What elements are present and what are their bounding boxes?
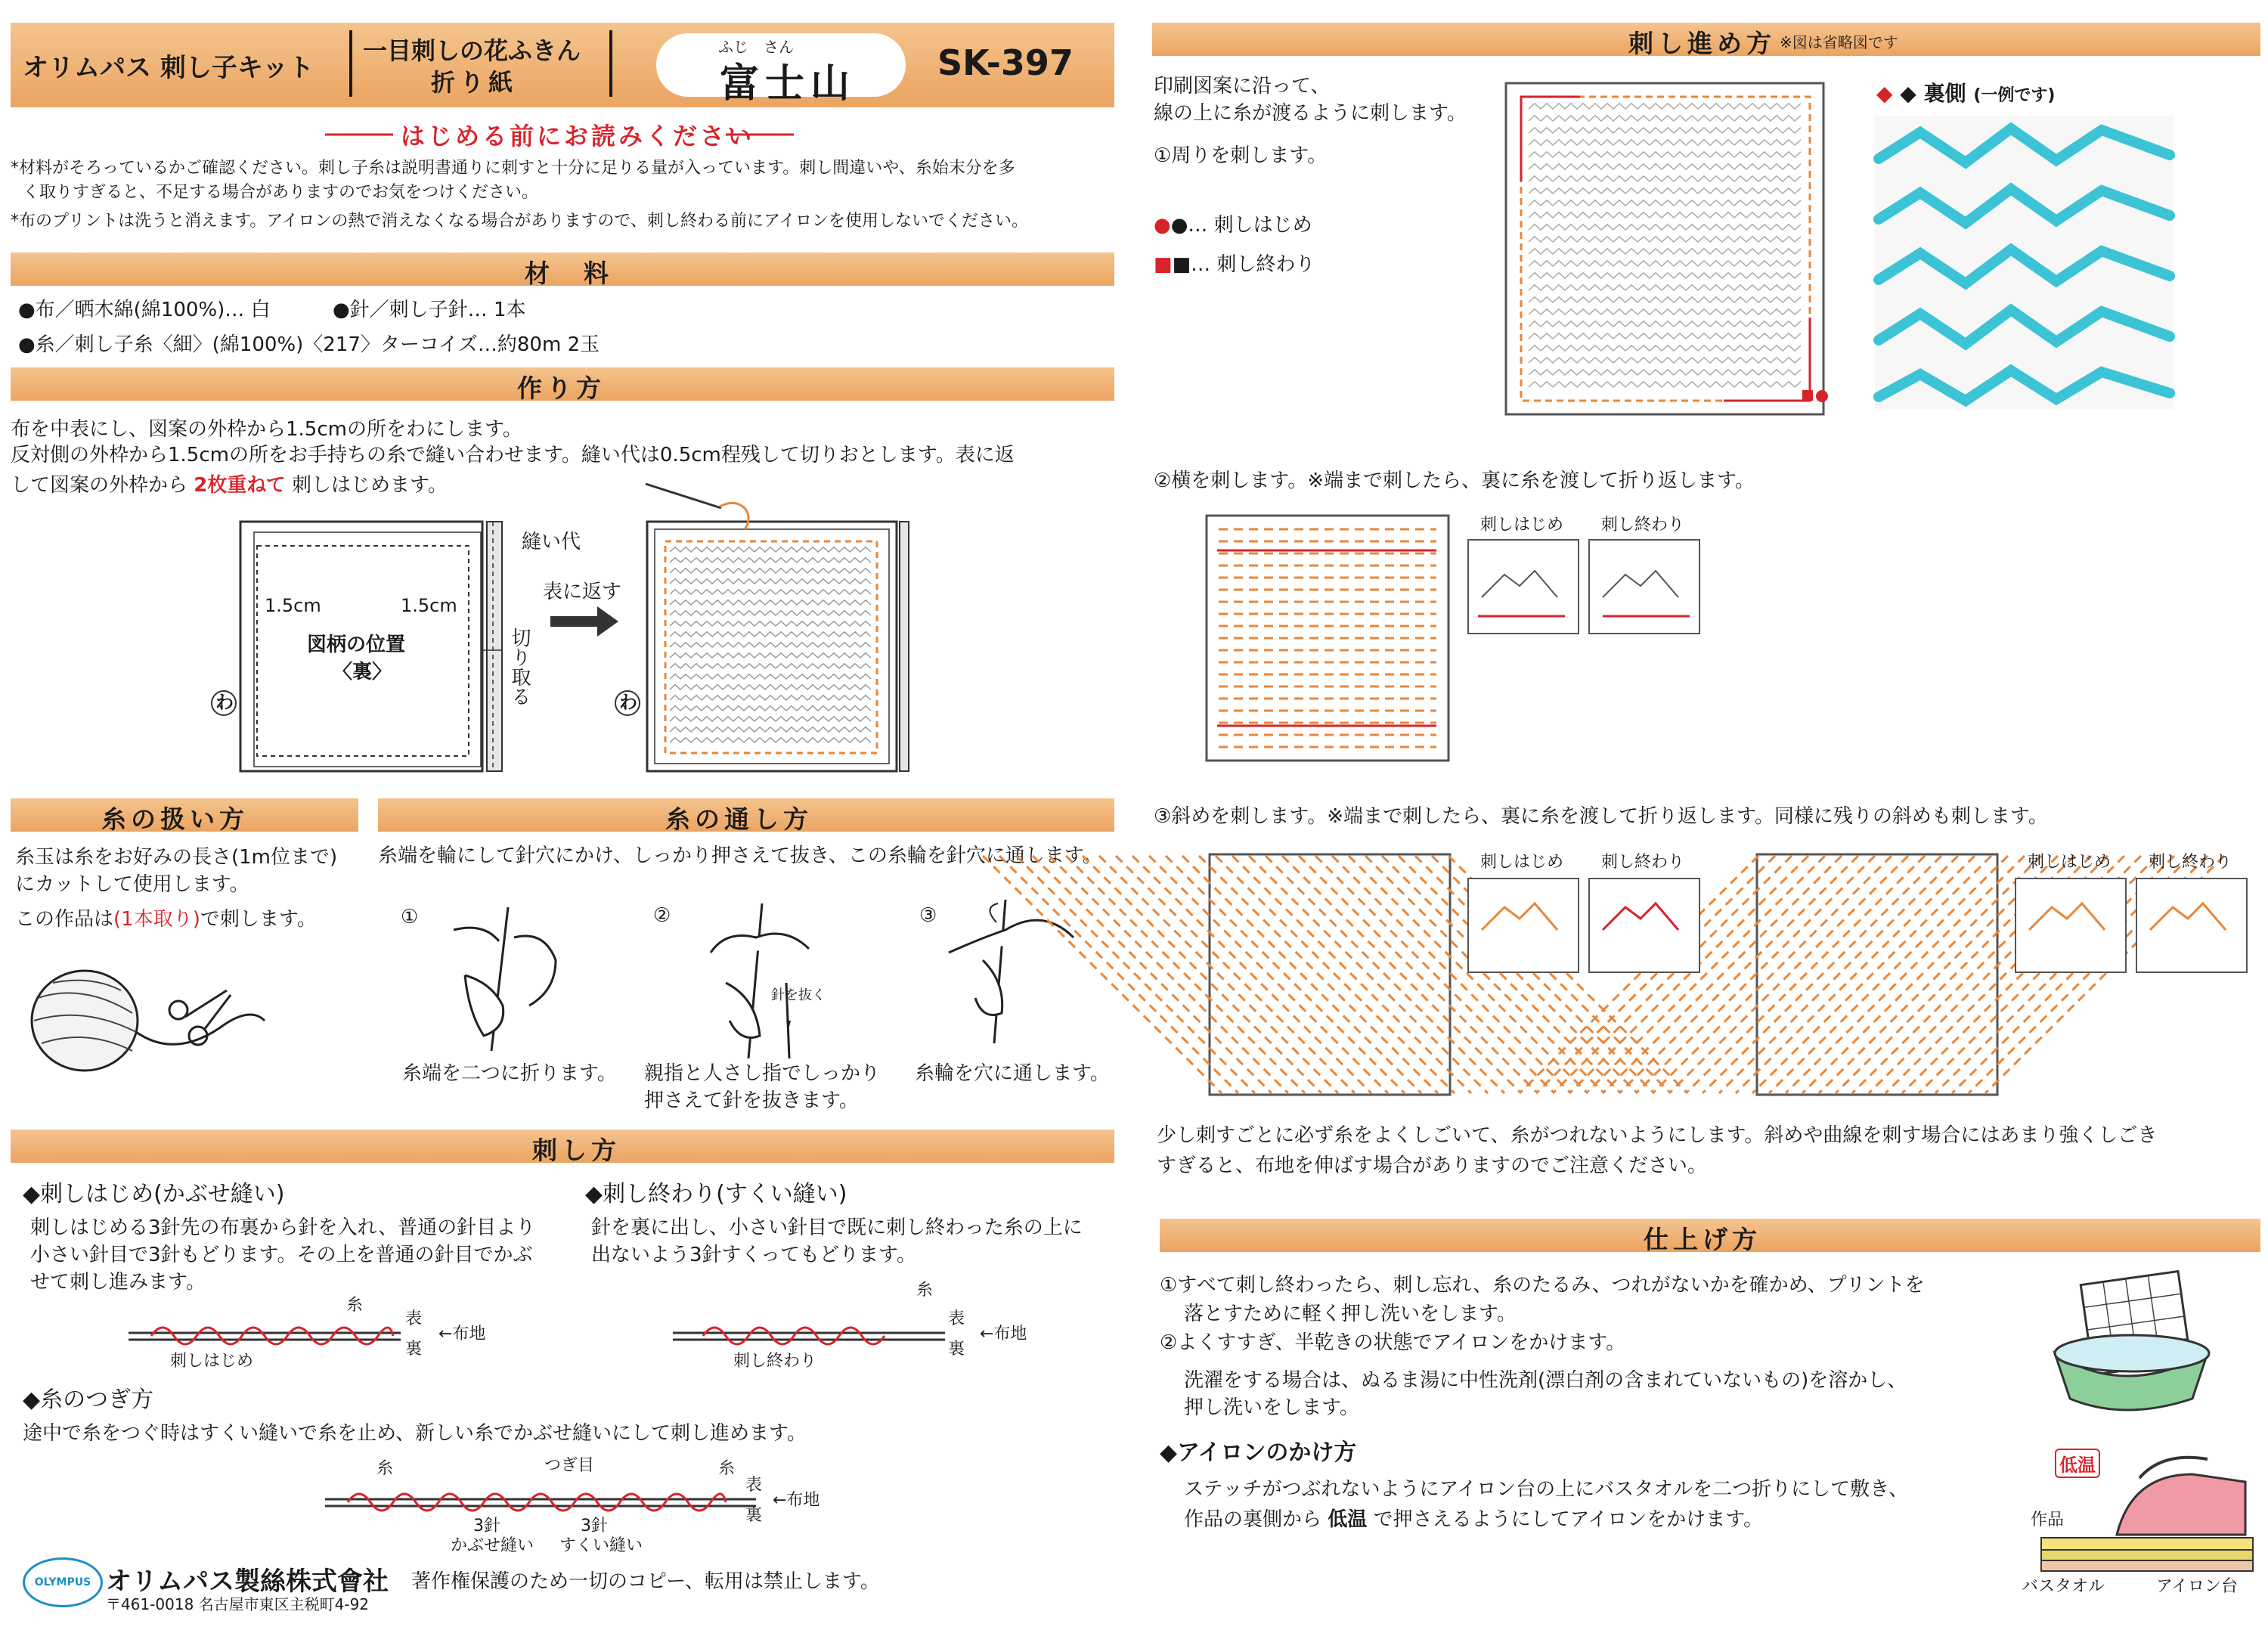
finishing-heading: 仕上げ方 [1644,1225,1761,1254]
product-code: SK-397 [937,42,1074,83]
back-side-label: ◆ ◆ 裏側 (一例です) [1876,81,2056,106]
d-label-end-1: 刺し終わり [1601,853,1685,872]
copyright-notice: 著作権保護のため一切のコピー、転用は禁止します。 [411,1570,880,1593]
join-title: ◆糸のつぎ方 [23,1387,154,1413]
stitch-end-title: ◆刺し終わり(すくい縫い) [585,1181,847,1207]
threading-bar [378,798,1114,832]
legend-start: ●●… 刺しはじめ [1154,214,1312,237]
label-seam-allowance: 縫い代 [522,531,581,553]
page-title: 富士山 [720,60,857,107]
series-line1: 一目刺しの花ふきん [363,36,581,65]
progress-bar [1152,23,2260,56]
diag3-thread-left: 糸 [376,1459,394,1478]
threading-step-2: ② [653,904,671,927]
caution-1: 少し刺すごとに必ず糸をよくしごいて、糸がつれないようにします。斜めや曲線を刺す場合にはあまり強くしごき [1157,1124,2158,1147]
howto-heading: 作り方 [517,373,606,403]
threading-step-1: ① [401,906,419,928]
brand-kit: オリムパス 刺し子キット [23,53,314,83]
thread-line2: にカットして使用します。 [15,873,249,896]
label-work: 作品 [2031,1511,2065,1529]
diag3-back: 裏 [745,1506,763,1525]
diag2-back: 裏 [948,1340,965,1359]
series-line2: 折り紙 [431,68,518,97]
two-layers-text: 2枚重ねて [194,474,286,497]
label-pattern-position: 図柄の位置 [307,634,406,656]
progress-step2: ②横を刺します。※端まで刺したら、裏に糸を渡して折り返します。 [1154,469,1755,492]
label-turn-over: 表に返す [543,581,622,603]
h-label-start: 刺しはじめ [1480,516,1564,535]
threading-caption-2a: 親指と人さし指でしっかり [644,1062,881,1085]
label-fold-right: わ [619,692,637,713]
thread-bar [11,798,358,832]
stitch-end-2: 出ないよう3針すくってもどります。 [591,1244,916,1266]
label-pull-needle: 針を抜く [771,987,826,1003]
materials-heading: 材 料 [525,259,613,288]
d-label-start-2: 刺しはじめ [2028,853,2112,872]
finishing-bar [1160,1219,2260,1252]
howto-line3: して図案の外枠から 2枚重ねて 刺しはじめます。 [11,474,448,497]
stitching-heading: 刺し方 [532,1136,621,1165]
iron-title: ◆アイロンのかけ方 [1160,1439,1357,1466]
finish-1b: 落とすために軽く押し洗いをします。 [1184,1303,1517,1325]
finish-3a: 洗濯をする場合は、ぬるま湯に中性洗剤(漂白剤の含まれていないもの)を溶かし、 [1184,1369,1907,1392]
diag3-3a: 3針 [473,1517,500,1535]
end-square-icon: ■ [1154,253,1173,276]
threading-caption-3: 糸輪を穴に通します。 [915,1062,1110,1085]
thread-line1: 糸玉は糸をお好みの長さ(1m位まで) [15,846,338,869]
diag3-joint: つぎ目 [544,1456,595,1475]
thread-line3: この作品は(1本取り)で刺します。 [15,908,317,931]
material-cloth: ●布／晒木綿(綿100%)… 白 [18,299,271,321]
stitch-start-2: 小さい針目で3針もどります。その上を普通の針目でかぶ [30,1244,533,1266]
progress-p2: 線の上に糸が渡るように刺します。 [1154,102,1467,125]
d-label-start-1: 刺しはじめ [1480,853,1564,872]
label-fold-left: わ [215,692,234,713]
finish-3b: 押し洗いをします。 [1184,1396,1359,1419]
diag1-front: 表 [405,1309,423,1328]
low-temp-text: 低温 [1328,1508,1368,1531]
low-temp-badge: 低温 [2055,1449,2100,1478]
label-1.5cm-right: 1.5cm [401,595,457,616]
label-1.5cm-left: 1.5cm [265,595,321,616]
threading-step-3: ③ [919,904,937,927]
company-logo: OLYMPUS [23,1557,103,1607]
diag2-end: 刺し終わり [733,1352,817,1371]
stitch-start-3: せて刺し進みます。 [30,1271,206,1294]
iron-2: 作品の裏側から 低温 で押さえるようにしてアイロンをかけます。 [1184,1508,1764,1531]
diag1-back: 裏 [405,1340,423,1359]
threading-desc: 糸端を輪にして針穴にかけ、しっかり押さえて抜き、この糸輪を針穴に通します。 [378,844,1102,867]
progress-step1: ①周りを刺します。 [1154,144,1328,167]
diag3-thread-right: 糸 [718,1459,736,1478]
diag1-cloth: ←布地 [438,1325,486,1343]
materials-bar [11,253,1114,286]
howto-bar [11,367,1114,401]
diag3-3b: 3針 [581,1517,608,1535]
intro-heading: はじめる前にお読みください [401,122,755,150]
diag3-cloth: ←布地 [773,1491,820,1510]
diag3-front: 表 [745,1476,763,1495]
d-label-end-2: 刺し終わり [2149,853,2232,872]
caution-2: すぎると、布地を伸ばす場合がありますのでご注意ください。 [1157,1154,1708,1177]
diag1-thread: 糸 [346,1296,364,1315]
stitch-start-title: ◆刺しはじめ(かぶせ縫い) [23,1181,285,1207]
intro-note-1b: く取りすぎると、不足する場合がありますのでお気をつけください。 [23,183,539,202]
intro-note-2: *布のプリントは洗うと消えます。アイロンの熱で消えなくなる場合がありますので、刺し終わる前にアイロンを使用しないでください。 [11,212,1028,231]
progress-step3: ③斜めを刺します。※端まで刺したら、裏に糸を渡して折り返します。同様に残りの斜めも刺します。 [1154,805,2048,828]
stitch-end-1: 針を裏に出し、小さい針目で既に刺し終わった糸の上に [591,1216,1083,1239]
diag1-start: 刺しはじめ [170,1352,254,1371]
single-strand-text: (1本取り) [113,908,200,931]
threading-heading: 糸の通し方 [665,804,813,834]
howto-line1: 布を中表にし、図案の外枠から1.5cmの所をわにします。 [11,418,522,441]
material-thread: ●糸／刺し子糸〈細〉(綿100%)〈217〉ターコイズ…約80m 2玉 [18,333,600,356]
intro-note-1a: *材料がそろっているかご確認ください。刺し子糸は説明書通りに刺すと十分に足りる量が入っています。刺し間違いや、糸始末分を多 [11,159,1015,178]
label-cut-off: 切り取る [508,628,531,706]
threading-caption-2b: 押さえて針を抜きます。 [644,1089,859,1112]
thread-heading: 糸の扱い方 [101,804,249,834]
label-towel: バスタオル [2022,1577,2105,1596]
howto-line2: 反対側の外枠から1.5cmの所をお手持ちの糸で縫い合わせます。縫い代は0.5cm程残して切りおとします。表に返 [11,444,1015,466]
label-pattern-back: 〈裏〉 [333,661,392,683]
finish-2: ②よくすすぎ、半乾きの状態でアイロンをかけます。 [1160,1331,1626,1354]
diag2-thread: 糸 [916,1281,934,1300]
diag2-cloth: ←布地 [980,1325,1027,1343]
progress-note: ※図は省略図です [1780,33,1898,51]
diag3-kabuse: かぶせ縫い [451,1536,534,1555]
h-label-end: 刺し終わり [1601,516,1685,535]
stitch-start-1: 刺しはじめる3針先の布裏から針を入れ、普通の針目より [30,1216,536,1239]
progress-p1: 印刷図案に沿って、 [1154,75,1331,98]
progress-heading: 刺し進め方 [1628,29,1776,58]
company-address: 〒461-0018 名古屋市東区主税町4-92 [106,1595,370,1613]
diag2-front: 表 [948,1309,965,1328]
material-needle: ●針／刺し子針… 1本 [333,299,526,321]
threading-caption-1: 糸端を二つに折ります。 [402,1062,617,1085]
diag3-sukui: すくい縫い [559,1536,643,1555]
start-dot-icon: ● [1154,214,1171,237]
iron-illustration [0,0,1,1]
label-ironing-board: アイロン台 [2156,1577,2239,1596]
iron-1: ステッチがつぶれないようにアイロン台の上にバスタオルを二つ折りにして敷き、 [1184,1478,1909,1501]
title-ruby: ふじ さん [718,38,794,56]
finish-1a: ①すべて刺し終わったら、刺し忘れ、糸のたるみ、つれがないかを確かめ、プリントを [1160,1274,1925,1297]
join-desc: 途中で糸をつぐ時はすくい縫いで糸を止め、新しい糸でかぶせ縫いにして刺し進めます。 [23,1422,807,1445]
stitching-bar [11,1130,1114,1163]
diamond-icon: ◆ [1876,81,1893,106]
legend-end: ■■… 刺し終わり [1154,253,1315,276]
company-name: オリムパス製絲株式會社 [106,1566,389,1597]
